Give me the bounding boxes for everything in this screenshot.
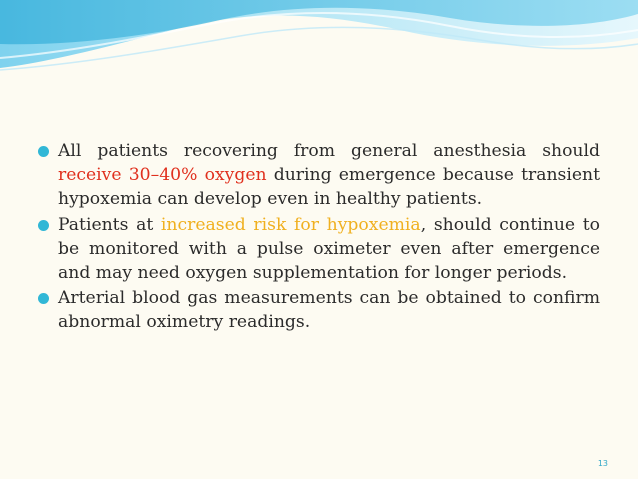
wave-banner — [0, 0, 638, 80]
bullet-text: Arterial blood gas measurements can be obtained to confirm abnormal oximetry readings. — [58, 288, 600, 333]
bullet-item-1 — [38, 139, 600, 212]
page-number: 13 — [597, 459, 608, 468]
bullet-item-3 — [38, 286, 600, 334]
bullet-text: during emergence because transient hypoxemia can develop even in healthy patients. — [58, 165, 600, 210]
bullet-text: Patients at — [58, 214, 161, 235]
emphasis-text: receive 30–40% oxygen — [58, 165, 267, 186]
bullet-dot-icon — [38, 146, 49, 157]
bullet-list — [38, 139, 600, 336]
bullet-dot-icon — [38, 220, 49, 231]
bullet-text: All patients recovering from general anesthesia should — [58, 141, 600, 161]
bullet-text: , should continue to be monitored with a pulse oximeter even after emergence and may need oxygen supplementation for longer periods. — [58, 214, 600, 284]
bullet-item-2 — [38, 213, 600, 286]
bullet-dot-icon — [38, 293, 49, 304]
emphasis-text: increased risk for hypoxemia — [160, 214, 421, 235]
